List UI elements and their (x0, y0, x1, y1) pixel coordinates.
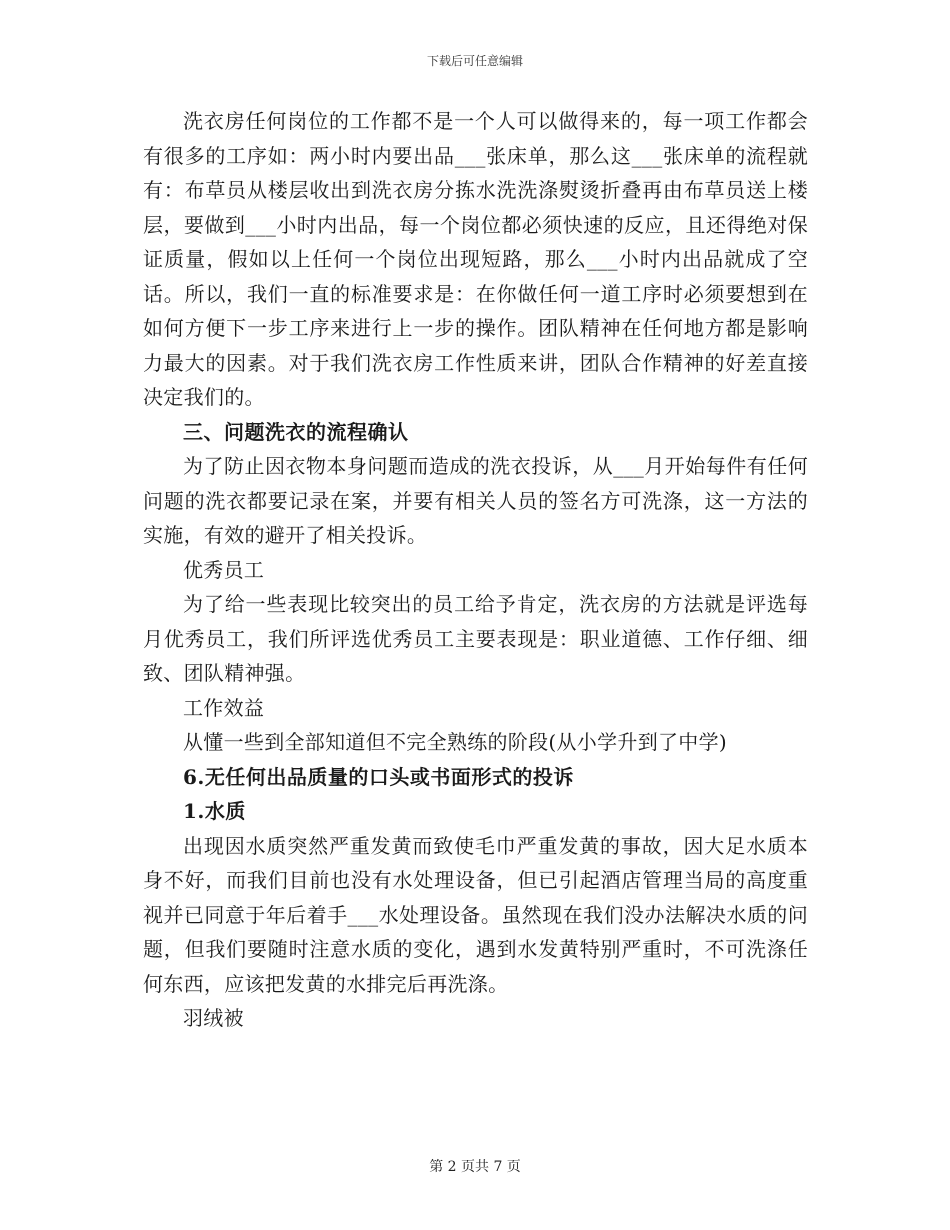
paragraph-excellent-staff: 为了给一些表现比较突出的员工给予肯定，洗衣房的方法就是评选每月优秀员工，我们所评选优秀员工主要表现是：职业道德、工作仔细、细致、团队精神强。 (143, 592, 808, 685)
paragraph-teamwork: 洗衣房任何岗位的工作都不是一个人可以做得来的，每一项工作都会有很多的工序如：两小时内要出品___张床单，那么这___张床单的流程就有：布草员从楼层收出到洗衣房分拣水洗洗涤熨烫折叠再由布草员送上楼层，要做到___小时内出品，每一个岗位都必须快速的反应，且还得绝对保证质量，假如以上任何一个岗位出现短路，那么___小时内出品就成了空话。所以，我们一直的标准要求是：在你做任何一道工序时必须要想到在如何方便下一步工序来进行上一步的操作。团队精神在任何地方都是影响力最大的因素。对于我们洗衣房工作性质来讲，团队合作精神的好差直接决定我们的。 (143, 109, 808, 409)
page-header: 下载后可任意编辑 (426, 54, 523, 68)
document-body (143, 104, 808, 1036)
heading-no-complaints: 6.无任何出品质量的口头或书面形式的投诉 (183, 764, 574, 789)
paragraph-work-benefit: 从懂一些到全部知道但不完全熟练的阶段(从小学升到了中学) (183, 730, 728, 754)
section-heading-problem-laundry: 三、问题洗衣的流程确认 (183, 419, 409, 444)
paragraph-water-quality: 出现因水质突然严重发黄而致使毛巾严重发黄的事故，因大足水质本身不好，而我们目前也没有水处理设备，但已引起酒店管理当局的高度重视并已同意于年后着手___水处理设备。虽然现在我们没办法解决水质的问题，但我们要随时注意水质的变化，遇到水发黄特别严重时，不可洗涤任何东西，应该把发黄的水排完后再洗涤。 (143, 833, 808, 996)
subheading-excellent-staff: 优秀员工 (183, 557, 265, 582)
page-footer: 第 2 页共 7 页 (429, 1159, 521, 1175)
subheading-down-quilt: 羽绒被 (183, 1006, 244, 1030)
paragraph-problem-laundry: 为了防止因衣物本身问题而造成的洗衣投诉，从___月开始每件有任何问题的洗衣都要记录在案，并要有相关人员的签名方可洗涤，这一方法的实施，有效的避开了相关投诉。 (143, 454, 808, 547)
subheading-work-benefit: 工作效益 (183, 695, 265, 720)
heading-water-quality: 1.水质 (183, 799, 246, 823)
